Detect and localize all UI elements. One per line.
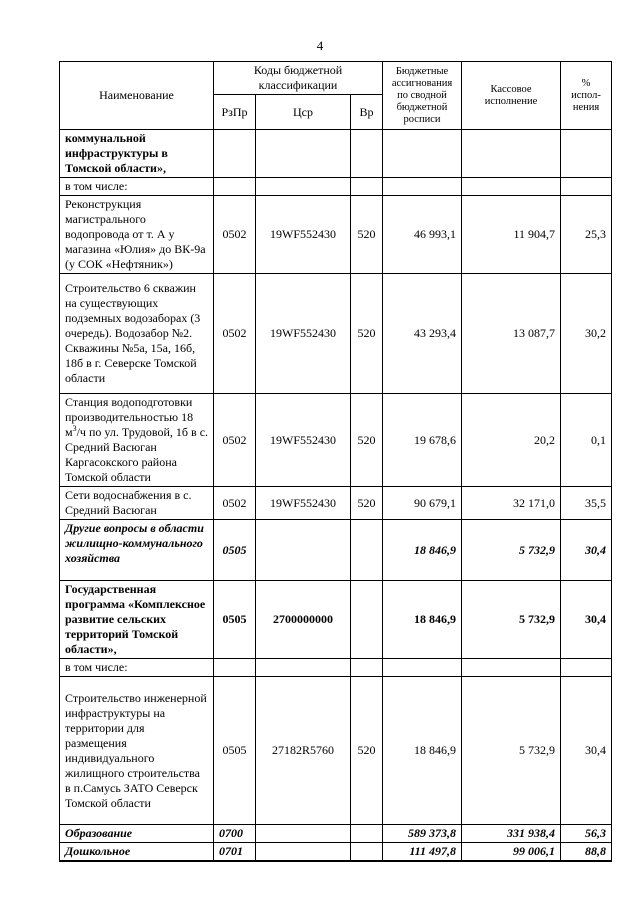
row-name-pre: Станция водоподготовки производительностью 18 м <box>65 395 194 439</box>
row-cash: 5 732,9 <box>462 520 561 581</box>
table-row <box>60 274 612 394</box>
row-name: Строительство 6 скважин на существующих подземных водозаборах (3 очередь). Водозабор №2. Скважины №5а, 15а, 16б, 18б в г. Северске Томской области <box>60 274 214 394</box>
row-budget <box>383 659 462 677</box>
row-vr <box>351 178 383 196</box>
row-cash: 32 171,0 <box>462 487 561 520</box>
row-csr <box>256 130 351 178</box>
row-budget: 18 846,9 <box>383 520 462 581</box>
row-cash: 11 904,7 <box>462 196 561 274</box>
header-percent: % испол-нения <box>561 62 612 130</box>
row-rzpr <box>214 178 256 196</box>
row-cash: 5 732,9 <box>462 677 561 825</box>
row-name: Дошкольное <box>60 843 214 862</box>
row-rzpr: 0502 <box>214 196 256 274</box>
row-budget: 43 293,4 <box>383 274 462 394</box>
row-vr: 520 <box>351 196 383 274</box>
row-cash: 20,2 <box>462 394 561 487</box>
header-rzpr: РзПр <box>214 95 256 130</box>
row-csr: 19WF552430 <box>256 394 351 487</box>
row-vr <box>351 520 383 581</box>
row-name: Строительство инженерной инфраструктуры на территории для размещения индивидуального жилищного строительства в п.Самусь ЗАТО Северск Томской области <box>60 677 214 825</box>
row-vr: 520 <box>351 487 383 520</box>
row-cash: 13 087,7 <box>462 274 561 394</box>
header-vr: Вр <box>351 95 383 130</box>
row-percent: 30,2 <box>561 274 612 394</box>
row-name-post: /ч по ул. Трудовой, 1б в с. Средний Васюган Каргасокского района Томской области <box>65 425 209 484</box>
row-rzpr: 0502 <box>214 487 256 520</box>
row-vr: 520 <box>351 394 383 487</box>
row-budget: 90 679,1 <box>383 487 462 520</box>
budget-table <box>59 61 612 862</box>
row-cash <box>462 659 561 677</box>
row-cash: 99 006,1 <box>462 843 561 862</box>
row-csr <box>256 659 351 677</box>
row-vr <box>351 843 383 862</box>
row-budget <box>383 178 462 196</box>
row-vr: 520 <box>351 677 383 825</box>
page-number: 4 <box>316 38 324 53</box>
row-csr: 19WF552430 <box>256 487 351 520</box>
row-name: коммунальной инфраструктуры в Томской области», <box>60 130 214 178</box>
row-percent: 30,4 <box>561 520 612 581</box>
row-percent: 0,1 <box>561 394 612 487</box>
row-percent <box>561 659 612 677</box>
row-cash <box>462 130 561 178</box>
row-percent: 88,8 <box>561 843 612 862</box>
table-row <box>60 677 612 825</box>
row-name: Другие вопросы в области жилищно-коммунального хозяйства <box>60 520 214 581</box>
row-vr <box>351 659 383 677</box>
table-row <box>60 581 612 659</box>
header-cash: Кассовое исполнение <box>462 62 561 130</box>
row-csr: 27182R5760 <box>256 677 351 825</box>
row-rzpr: 0701 <box>214 843 256 862</box>
row-name: Образование <box>60 825 214 843</box>
row-rzpr <box>214 659 256 677</box>
row-csr: 19WF552430 <box>256 196 351 274</box>
row-vr <box>351 825 383 843</box>
header-budget: Бюджетные ассигнования по сводной бюджетной росписи <box>383 62 462 130</box>
table-row <box>60 659 612 677</box>
table-row <box>60 196 612 274</box>
row-name: Реконструкция магистрального водопровода от т. А у магазина «Юлия» до ВК-9а (у СОК «Нефтяник») <box>60 196 214 274</box>
row-rzpr: 0505 <box>214 520 256 581</box>
header-csr: Цср <box>256 95 351 130</box>
row-vr: 520 <box>351 274 383 394</box>
row-budget: 46 993,1 <box>383 196 462 274</box>
row-budget: 18 846,9 <box>383 677 462 825</box>
row-percent: 56,3 <box>561 825 612 843</box>
row-csr <box>256 178 351 196</box>
table-row <box>60 843 612 862</box>
row-cash: 5 732,9 <box>462 581 561 659</box>
row-csr: 2700000000 <box>256 581 351 659</box>
row-vr <box>351 581 383 659</box>
row-rzpr: 0502 <box>214 274 256 394</box>
table-row <box>60 520 612 581</box>
row-name-sup: 3 <box>72 424 77 433</box>
row-percent <box>561 178 612 196</box>
row-name: Сети водоснабжения в с. Средний Васюган <box>60 487 214 520</box>
row-percent: 25,3 <box>561 196 612 274</box>
row-name: Государственная программа «Комплексное развитие сельских территорий Томской области», <box>60 581 214 659</box>
row-percent: 35,5 <box>561 487 612 520</box>
row-name: в том числе: <box>60 659 214 677</box>
header-codes: Коды бюджетной классификации <box>214 62 383 95</box>
row-percent <box>561 130 612 178</box>
row-csr <box>256 825 351 843</box>
row-rzpr: 0505 <box>214 677 256 825</box>
row-rzpr <box>214 130 256 178</box>
row-budget: 111 497,8 <box>383 843 462 862</box>
row-rzpr: 0502 <box>214 394 256 487</box>
row-cash: 331 938,4 <box>462 825 561 843</box>
row-cash <box>462 178 561 196</box>
row-percent: 30,4 <box>561 581 612 659</box>
table-row <box>60 178 612 196</box>
row-budget: 19 678,6 <box>383 394 462 487</box>
row-name <box>60 394 214 487</box>
row-percent: 30,4 <box>561 677 612 825</box>
row-budget: 589 373,8 <box>383 825 462 843</box>
header-name: Наименование <box>60 62 214 130</box>
row-csr: 19WF552430 <box>256 274 351 394</box>
table-row <box>60 825 612 843</box>
table-row <box>60 130 612 178</box>
row-rzpr: 0700 <box>214 825 256 843</box>
row-budget: 18 846,9 <box>383 581 462 659</box>
table-row <box>60 394 612 487</box>
row-rzpr: 0505 <box>214 581 256 659</box>
row-vr <box>351 130 383 178</box>
table-row <box>60 487 612 520</box>
row-name: в том числе: <box>60 178 214 196</box>
row-budget <box>383 130 462 178</box>
row-csr <box>256 520 351 581</box>
row-csr <box>256 843 351 862</box>
